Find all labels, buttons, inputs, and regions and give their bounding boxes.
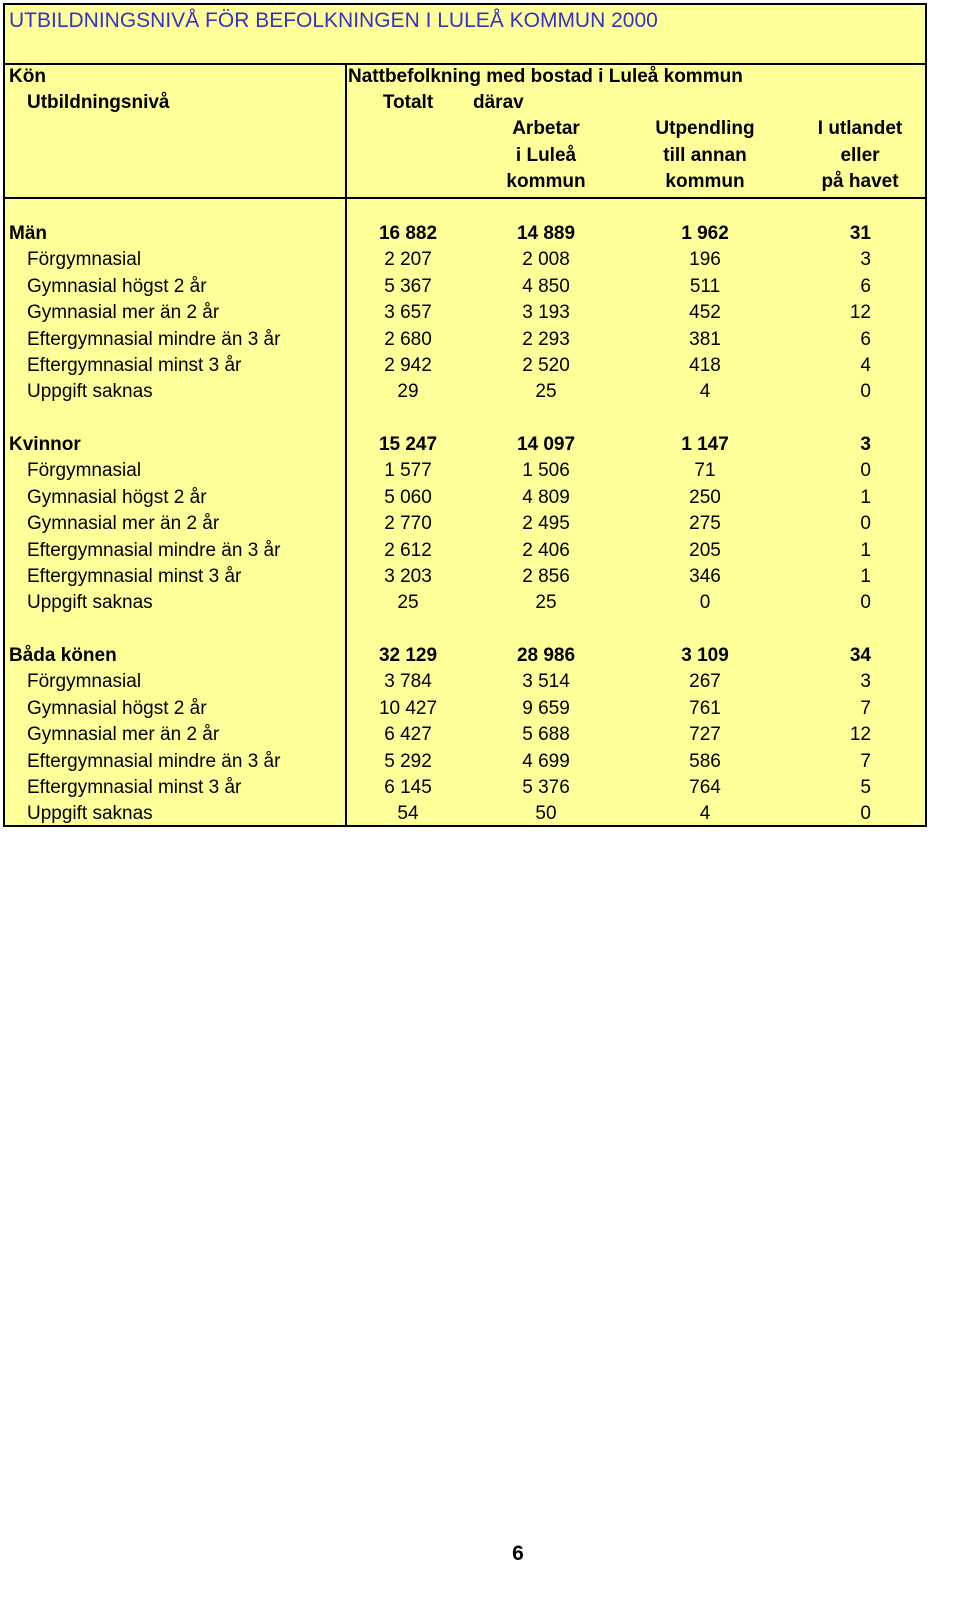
table-cell: 6 427 bbox=[384, 724, 432, 746]
table-cell: 50 bbox=[535, 803, 557, 825]
table-cell: 6 145 bbox=[384, 777, 432, 798]
table-cell: 5 688 bbox=[522, 724, 570, 746]
table-cell: 5 376 bbox=[522, 777, 570, 798]
table-cell: 346 bbox=[689, 566, 721, 587]
section-total-cell: 31 bbox=[849, 223, 871, 244]
row-label: Eftergymnasial mindre än 3 år bbox=[27, 750, 281, 772]
table-cell: 2 942 bbox=[384, 355, 432, 376]
table-cell: 4 bbox=[699, 381, 711, 403]
table-cell: 7 bbox=[860, 750, 871, 772]
table-cell: 727 bbox=[689, 724, 721, 746]
header-totalt: Totalt bbox=[382, 92, 434, 113]
table-cell: 10 427 bbox=[378, 697, 438, 719]
column-divider bbox=[345, 63, 347, 825]
table-cell: 3 514 bbox=[522, 671, 570, 693]
header-utpendling-2: till annan bbox=[663, 145, 747, 166]
table-cell: 0 bbox=[860, 513, 871, 535]
table-cell: 0 bbox=[860, 460, 871, 482]
table-cell: 3 657 bbox=[384, 302, 432, 324]
row-label: Gymnasial mer än 2 år bbox=[27, 513, 220, 535]
row-label: Gymnasial mer än 2 år bbox=[27, 724, 220, 746]
title-band bbox=[5, 5, 925, 65]
header-arbetar-2: i Luleå bbox=[515, 145, 577, 166]
table-cell: 2 207 bbox=[384, 249, 432, 271]
table-cell: 4 850 bbox=[522, 275, 570, 297]
row-label: Eftergymnasial mindre än 3 år bbox=[27, 328, 281, 350]
table-cell: 2 770 bbox=[384, 513, 432, 535]
table-cell: 196 bbox=[689, 249, 721, 271]
table-cell: 3 203 bbox=[384, 566, 432, 587]
table-cell: 2 293 bbox=[522, 328, 570, 350]
table-cell: 5 367 bbox=[384, 275, 432, 297]
table-cell: 25 bbox=[535, 592, 557, 614]
table-cell: 205 bbox=[689, 539, 721, 561]
page-number: 6 bbox=[512, 1542, 524, 1565]
table-cell: 3 bbox=[860, 249, 871, 271]
table-cell: 586 bbox=[689, 750, 721, 772]
table-cell: 452 bbox=[689, 302, 721, 324]
table-cell: 2 612 bbox=[384, 539, 432, 561]
section-heading: Män bbox=[9, 223, 47, 244]
section-total-cell: 14 889 bbox=[516, 223, 576, 244]
header-utpendling-3: kommun bbox=[665, 171, 745, 192]
row-label: Eftergymnasial mindre än 3 år bbox=[27, 539, 281, 561]
table-cell: 1 bbox=[860, 486, 871, 508]
table-cell: 25 bbox=[535, 381, 557, 403]
table-cell: 1 577 bbox=[384, 460, 432, 482]
table-cell: 418 bbox=[689, 355, 721, 376]
table-cell: 29 bbox=[397, 381, 419, 403]
table-cell: 6 bbox=[860, 328, 871, 350]
table-cell: 6 bbox=[860, 275, 871, 297]
header-group: Nattbefolkning med bostad i Luleå kommun bbox=[348, 66, 743, 87]
table-cell: 4 809 bbox=[522, 486, 570, 508]
table-cell: 275 bbox=[689, 513, 721, 535]
table-cell: 2 856 bbox=[522, 566, 570, 587]
table-cell: 381 bbox=[689, 328, 721, 350]
table-cell: 0 bbox=[860, 803, 871, 825]
table-cell: 3 bbox=[860, 671, 871, 693]
row-label: Eftergymnasial minst 3 år bbox=[27, 777, 242, 798]
table-cell: 2 520 bbox=[522, 355, 570, 376]
table-cell: 1 bbox=[860, 566, 871, 587]
table-cell: 0 bbox=[860, 381, 871, 403]
table-cell: 1 506 bbox=[522, 460, 570, 482]
header-utlandet-1: I utlandet bbox=[817, 118, 903, 139]
header-arbetar-1: Arbetar bbox=[512, 118, 580, 139]
row-label: Eftergymnasial minst 3 år bbox=[27, 355, 242, 376]
header-arbetar-3: kommun bbox=[506, 171, 586, 192]
section-total-cell: 3 109 bbox=[681, 645, 729, 666]
section-total-cell: 34 bbox=[849, 645, 871, 666]
section-total-cell: 32 129 bbox=[378, 645, 438, 666]
statistics-table bbox=[3, 3, 927, 827]
row-label: Gymnasial högst 2 år bbox=[27, 486, 207, 508]
row-label: Eftergymnasial minst 3 år bbox=[27, 566, 242, 587]
table-cell: 71 bbox=[694, 460, 716, 482]
section-heading: Kvinnor bbox=[9, 434, 81, 455]
table-cell: 3 193 bbox=[522, 302, 570, 324]
table-cell: 7 bbox=[860, 697, 871, 719]
table-cell: 5 bbox=[860, 777, 871, 798]
section-total-cell: 16 882 bbox=[378, 223, 438, 244]
section-total-cell: 14 097 bbox=[516, 434, 576, 455]
table-cell: 2 008 bbox=[522, 249, 570, 271]
table-cell: 2 680 bbox=[384, 328, 432, 350]
row-label: Förgymnasial bbox=[27, 249, 142, 271]
header-utlandet-3: på havet bbox=[821, 171, 899, 192]
table-cell: 12 bbox=[849, 724, 871, 746]
table-title: UTBILDNINGSNIVÅ FÖR BEFOLKNINGEN I LULEÅ KOMMUN 2000 bbox=[9, 9, 658, 32]
table-cell: 25 bbox=[397, 592, 419, 614]
header-utbildningsniva: Utbildningsnivå bbox=[27, 92, 170, 113]
header-utpendling-1: Utpendling bbox=[655, 118, 755, 139]
table-cell: 761 bbox=[689, 697, 721, 719]
table-cell: 511 bbox=[689, 275, 721, 297]
row-label: Gymnasial högst 2 år bbox=[27, 697, 207, 719]
section-total-cell: 15 247 bbox=[378, 434, 438, 455]
row-label: Uppgift saknas bbox=[27, 803, 153, 825]
row-label: Uppgift saknas bbox=[27, 592, 153, 614]
table-cell: 54 bbox=[397, 803, 419, 825]
header-utlandet-2: eller bbox=[840, 145, 880, 166]
table-cell: 5 292 bbox=[384, 750, 432, 772]
section-total-cell: 28 986 bbox=[516, 645, 576, 666]
table-cell: 250 bbox=[689, 486, 721, 508]
table-cell: 4 bbox=[860, 355, 871, 376]
row-label: Förgymnasial bbox=[27, 671, 142, 693]
row-label: Förgymnasial bbox=[27, 460, 142, 482]
table-cell: 3 784 bbox=[384, 671, 432, 693]
header-darav: därav bbox=[473, 92, 524, 113]
table-cell: 5 060 bbox=[384, 486, 432, 508]
table-cell: 2 495 bbox=[522, 513, 570, 535]
table-cell: 764 bbox=[689, 777, 721, 798]
section-total-cell: 3 bbox=[860, 434, 871, 455]
section-heading: Båda könen bbox=[9, 645, 117, 666]
table-cell: 0 bbox=[699, 592, 711, 614]
table-cell: 2 406 bbox=[522, 539, 570, 561]
section-total-cell: 1 147 bbox=[681, 434, 729, 455]
table-cell: 12 bbox=[849, 302, 871, 324]
row-label: Gymnasial mer än 2 år bbox=[27, 302, 220, 324]
table-cell: 0 bbox=[860, 592, 871, 614]
header-kon: Kön bbox=[9, 66, 46, 87]
table-cell: 4 699 bbox=[522, 750, 570, 772]
table-cell: 9 659 bbox=[522, 697, 570, 719]
table-cell: 1 bbox=[860, 539, 871, 561]
row-label: Uppgift saknas bbox=[27, 381, 153, 403]
section-total-cell: 1 962 bbox=[681, 223, 729, 244]
table-cell: 4 bbox=[699, 803, 711, 825]
row-label: Gymnasial högst 2 år bbox=[27, 275, 207, 297]
table-cell: 267 bbox=[689, 671, 721, 693]
